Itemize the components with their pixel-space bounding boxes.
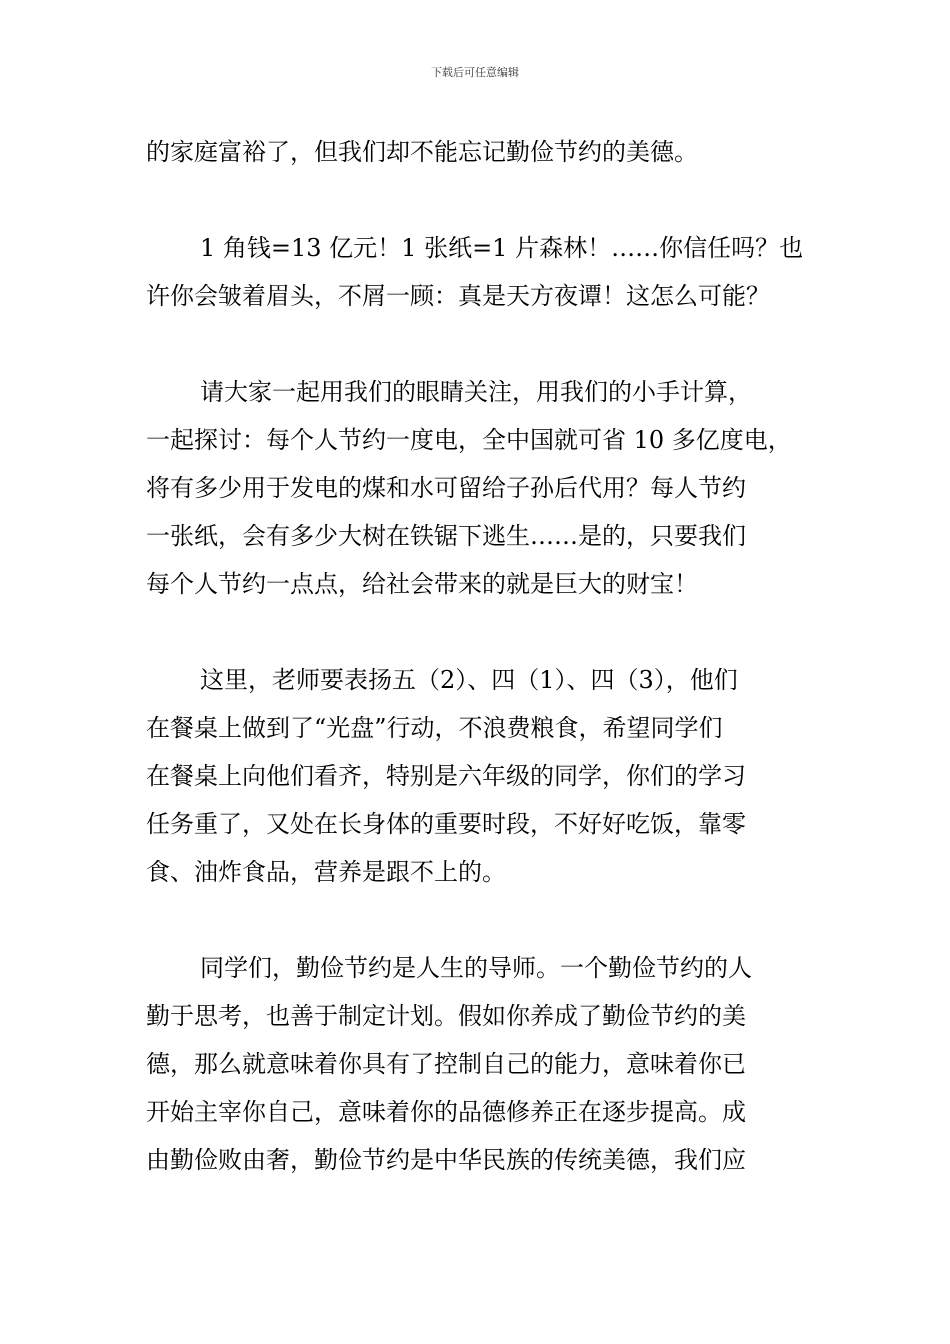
text-line: 德，那么就意味着你具有了控制自己的能力，意味着你已 (146, 1050, 746, 1078)
text-line: 请大家一起用我们的眼睛关注，用我们的小手计算， (200, 378, 752, 406)
text-line: 食、油炸食品，营养是跟不上的。 (146, 858, 506, 886)
page-header: 下载后可任意编辑 (431, 66, 519, 79)
text-line: 将有多少用于发电的煤和水可留给子孙后代用？每人节约 (146, 474, 746, 502)
paragraph (146, 656, 816, 896)
paragraph (146, 368, 816, 608)
document-body (146, 128, 816, 1232)
paragraph (146, 224, 816, 320)
text-line: 同学们，勤俭节约是人生的导师。一个勤俭节约的人 (200, 954, 752, 982)
text-line: 任务重了，又处在长身体的重要时段，不好好吃饭，靠零 (146, 810, 746, 838)
text-line: 1 角钱=13 亿元！1 张纸=1 片森林！……你信任吗？也 (200, 234, 804, 262)
text-line: 在餐桌上向他们看齐，特别是六年级的同学，你们的学习 (146, 762, 746, 790)
text-line: 一张纸，会有多少大树在铁锯下逃生……是的，只要我们 (146, 522, 746, 550)
text-line: 这里，老师要表扬五（2）、四（1）、四（3），他们 (200, 666, 738, 694)
text-line: 由勤俭败由奢，勤俭节约是中华民族的传统美德，我们应 (146, 1146, 746, 1174)
text-line: 勤于思考，也善于制定计划。假如你养成了勤俭节约的美 (146, 1002, 746, 1030)
paragraph (146, 944, 816, 1184)
paragraph (146, 128, 816, 176)
text-line: 的家庭富裕了，但我们却不能忘记勤俭节约的美德。 (146, 138, 698, 166)
text-line: 在餐桌上做到了“光盘”行动，不浪费粮食，希望同学们 (146, 714, 723, 742)
text-line: 每个人节约一点点，给社会带来的就是巨大的财宝！ (146, 570, 698, 598)
text-line: 一起探讨：每个人节约一度电，全中国就可省 10 多亿度电， (146, 426, 792, 454)
text-line: 开始主宰你自己，意味着你的品德修养正在逐步提高。成 (146, 1098, 746, 1126)
text-line: 许你会皱着眉头，不屑一顾：真是天方夜谭！这怎么可能？ (146, 282, 770, 310)
